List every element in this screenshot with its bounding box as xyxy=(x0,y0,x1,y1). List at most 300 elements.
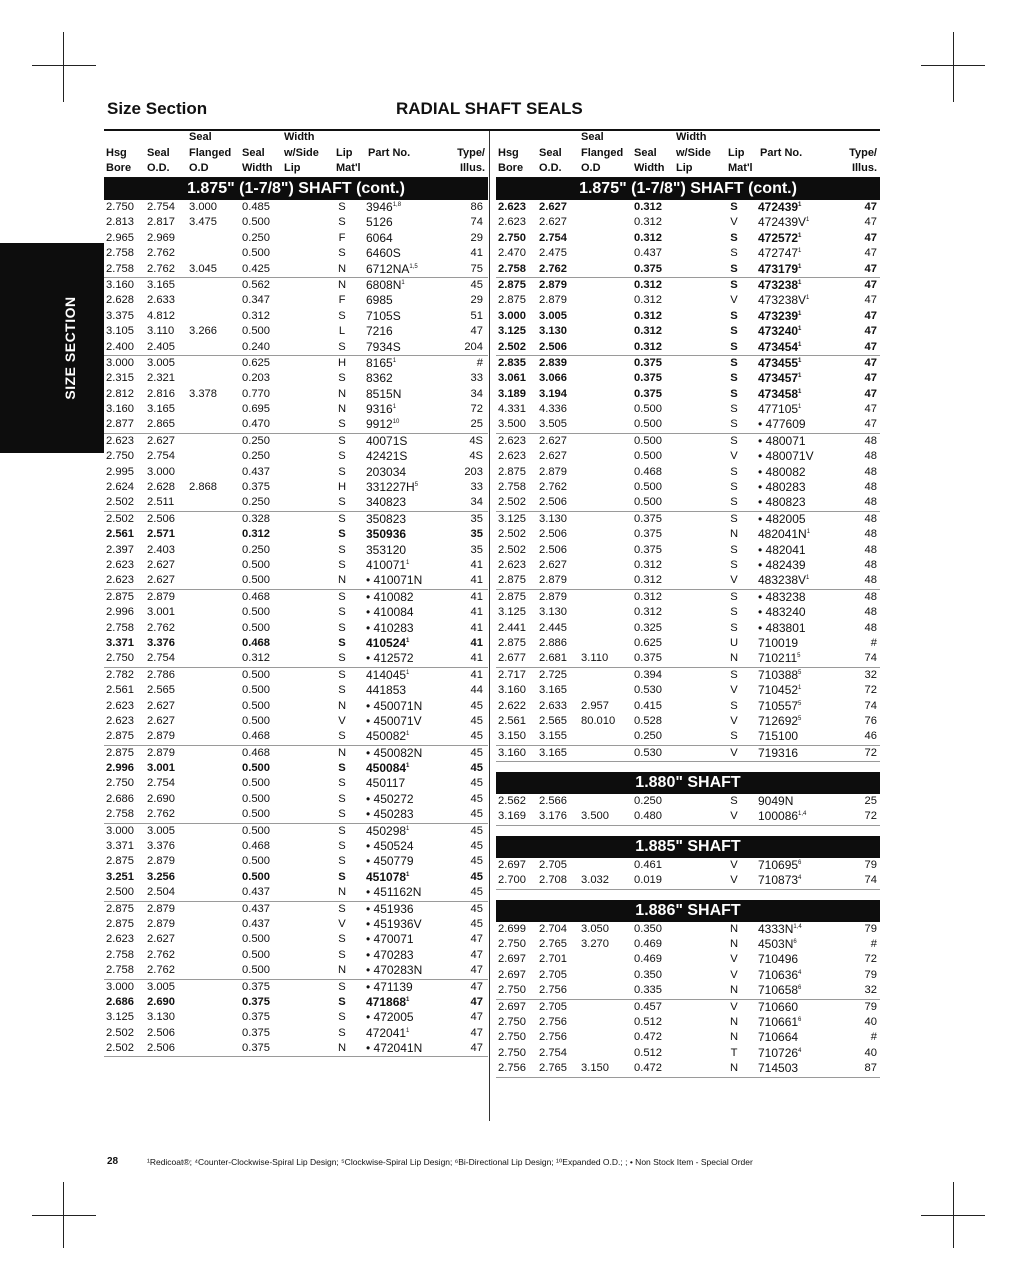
row-group xyxy=(496,746,880,762)
seal-od: 2.565 xyxy=(539,714,567,727)
hsg-bore: 2.502 xyxy=(498,543,526,556)
crop-mark xyxy=(953,32,954,102)
seal-od: 4.336 xyxy=(539,403,567,416)
part-number: • 450283 xyxy=(366,807,414,822)
seal-width: 0.500 xyxy=(242,325,270,338)
table-row xyxy=(104,839,488,854)
part-number: 472041$^1$ xyxy=(366,1025,410,1040)
type-illus: 47 xyxy=(864,216,877,229)
type-illus: 46 xyxy=(864,730,877,743)
hsg-bore: 3.371 xyxy=(106,840,134,853)
part-number: • 470071 xyxy=(366,932,414,947)
lip-material: N xyxy=(337,886,347,899)
type-illus: 45 xyxy=(470,730,483,743)
seal-od: 2.506 xyxy=(147,1026,175,1039)
seal-width: 0.500 xyxy=(242,762,270,775)
part-number: • 410071N xyxy=(366,573,423,588)
hsg-bore: 2.875 xyxy=(106,590,134,603)
table-row xyxy=(496,402,880,417)
type-illus: # xyxy=(870,636,877,649)
footnote-ref: 4 xyxy=(798,1047,802,1054)
table-row xyxy=(104,636,488,651)
hsg-bore: 2.624 xyxy=(106,481,134,494)
type-illus: 40 xyxy=(864,1015,877,1028)
table-row xyxy=(496,278,880,293)
part-number: $6808N^1$ xyxy=(366,277,405,292)
seal-width: 0.312 xyxy=(634,574,662,587)
hsg-bore: 2.623 xyxy=(106,558,134,571)
seal-width: 0.437 xyxy=(242,886,270,899)
type-illus: 47 xyxy=(864,278,877,291)
seal-width: 0.469 xyxy=(634,938,662,951)
column-header: O.D xyxy=(189,162,209,174)
seal-od: 2.690 xyxy=(147,995,175,1008)
seal-od: 2.627 xyxy=(539,434,567,447)
part-number: • 410082 xyxy=(366,589,414,604)
column-header: Type/ xyxy=(457,146,485,159)
seal-width: 0.500 xyxy=(242,824,270,837)
table-row xyxy=(104,699,488,714)
hsg-bore: 3.061 xyxy=(498,372,526,385)
type-illus: 72 xyxy=(470,403,483,416)
lip-material: N xyxy=(729,1015,739,1028)
type-illus: 41 xyxy=(470,636,483,649)
row-group xyxy=(104,824,488,902)
column-header: Width xyxy=(284,131,315,143)
hsg-bore: 2.750 xyxy=(498,938,526,951)
column-header: Flanged xyxy=(189,146,232,159)
footnote-ref: 1 xyxy=(406,1027,410,1034)
footnote-ref: 5 xyxy=(414,482,419,489)
seal-width: 0.468 xyxy=(242,746,270,759)
type-illus: 47 xyxy=(864,325,877,338)
seal-od: 2.762 xyxy=(147,247,175,260)
part-number: • 470283N xyxy=(366,963,423,978)
hsg-bore: 2.875 xyxy=(106,855,134,868)
seal-width: 0.500 xyxy=(242,216,270,229)
type-illus: 47 xyxy=(470,948,483,961)
type-illus: 45 xyxy=(470,917,483,930)
lip-material: N xyxy=(729,922,739,935)
part-number: 100086$^{1,4}$ xyxy=(758,809,807,824)
type-illus: 47 xyxy=(470,995,483,1008)
column-header: Part No. xyxy=(368,146,411,159)
table-row xyxy=(496,573,880,588)
lip-material: S xyxy=(730,512,738,525)
part-number: 715100 xyxy=(758,729,799,744)
row-group xyxy=(496,590,880,668)
right-column xyxy=(496,130,880,1078)
lip-material: V xyxy=(730,810,738,823)
seal-width: 0.500 xyxy=(634,496,662,509)
seal-width: 0.437 xyxy=(242,902,270,915)
part-number: • 480071V xyxy=(758,449,814,464)
seal-width: 0.312 xyxy=(634,201,662,213)
table-row xyxy=(496,231,880,246)
type-illus: 34 xyxy=(470,387,483,400)
seal-width: 0.250 xyxy=(634,730,662,743)
seal-od: 2.879 xyxy=(147,730,175,743)
type-illus: 45 xyxy=(470,746,483,759)
seal-od: 2.708 xyxy=(539,874,567,887)
column-header: Seal xyxy=(581,131,604,143)
part-number: • 450272 xyxy=(366,791,414,806)
seal-od: 3.000 xyxy=(147,465,175,478)
table-row xyxy=(104,870,488,885)
seal-od: 2.879 xyxy=(147,902,175,915)
part-number: 8165$^1$ xyxy=(366,355,397,370)
type-illus: 72 xyxy=(864,810,877,823)
lip-material: N xyxy=(337,699,347,712)
seal-width: 0.530 xyxy=(634,684,662,697)
hsg-bore: 3.125 xyxy=(498,512,526,525)
seal-od: 2.506 xyxy=(147,1042,175,1055)
seal-width: 0.500 xyxy=(242,247,270,260)
type-illus: 48 xyxy=(864,543,877,556)
footnote-ref: 1 xyxy=(406,637,410,644)
part-number: 710452$^1$ xyxy=(758,683,802,698)
lip-material: V xyxy=(730,684,738,697)
type-illus: 48 xyxy=(864,528,877,541)
type-illus: 41 xyxy=(470,574,483,587)
hsg-bore: 2.835 xyxy=(498,356,526,369)
seal-od: 2.754 xyxy=(147,201,175,213)
hsg-bore: 2.623 xyxy=(106,574,134,587)
table-header xyxy=(104,130,488,178)
type-illus: 51 xyxy=(470,309,483,322)
lip-material: S xyxy=(730,340,738,353)
part-number: 410071$^1$ xyxy=(366,557,410,572)
table-row xyxy=(104,651,488,666)
part-number: • 482041 xyxy=(758,542,806,557)
lip-material: S xyxy=(338,201,346,213)
seal-od: 2.762 xyxy=(147,964,175,977)
seal-od: 2.627 xyxy=(539,450,567,463)
lip-material: N xyxy=(729,1031,739,1044)
table-row xyxy=(104,387,488,402)
lip-material: S xyxy=(338,1026,346,1039)
seal-od: 2.754 xyxy=(539,1046,567,1059)
seal-width: 0.500 xyxy=(242,870,270,883)
seal-width: 0.485 xyxy=(242,201,270,213)
type-illus: 35 xyxy=(470,543,483,556)
flanged-od: 3.110 xyxy=(581,652,609,665)
lip-material: S xyxy=(338,543,346,556)
hsg-bore: 2.875 xyxy=(498,636,526,649)
part-number: • 482439 xyxy=(758,557,806,572)
footnote-ref: 1 xyxy=(798,310,802,317)
seal-od: 2.762 xyxy=(147,262,175,275)
seal-od: 2.627 xyxy=(147,933,175,946)
type-illus: 45 xyxy=(470,886,483,899)
table-row xyxy=(104,278,488,293)
part-number: 710873$^4$ xyxy=(758,873,802,888)
seal-od: 2.762 xyxy=(539,262,567,275)
hsg-bore: 2.697 xyxy=(498,858,526,871)
type-illus: 29 xyxy=(470,231,483,244)
lip-material: N xyxy=(729,652,739,665)
type-illus: 32 xyxy=(864,668,877,681)
hsg-bore: 3.150 xyxy=(498,730,526,743)
table-row xyxy=(496,873,880,888)
hsg-bore: 2.875 xyxy=(498,294,526,307)
column-header: w/Side xyxy=(284,146,319,159)
seal-width: 0.528 xyxy=(634,714,662,727)
hsg-bore: 2.782 xyxy=(106,668,134,681)
type-illus: 76 xyxy=(864,714,877,727)
part-number: $482041N^1$ xyxy=(758,527,811,542)
seal-od: 2.879 xyxy=(147,855,175,868)
table-row xyxy=(496,1030,880,1045)
column-header: Illus. xyxy=(459,162,485,174)
table-row xyxy=(104,1026,488,1041)
hsg-bore: 2.758 xyxy=(106,808,134,821)
footnote-ref: 1 xyxy=(798,685,802,692)
seal-width: 0.500 xyxy=(242,855,270,868)
footnote-ref: 1 xyxy=(798,404,802,411)
type-illus: 72 xyxy=(864,746,877,759)
part-number: 3946$^{1,8}$ xyxy=(366,200,402,214)
hsg-bore: 2.502 xyxy=(106,1042,134,1055)
seal-width: 0.625 xyxy=(242,356,270,369)
seal-od: 2.816 xyxy=(147,387,175,400)
lip-material: V xyxy=(730,953,738,966)
hsg-bore: 2.750 xyxy=(498,231,526,244)
seal-width: 0.312 xyxy=(634,340,662,353)
seal-width: 0.461 xyxy=(634,858,662,871)
lip-material: V xyxy=(730,858,738,871)
seal-width: 0.350 xyxy=(634,968,662,981)
seal-width: 0.512 xyxy=(634,1046,662,1059)
part-number: • 451936 xyxy=(366,901,414,916)
type-illus: 40 xyxy=(864,1046,877,1059)
seal-width: 0.500 xyxy=(242,933,270,946)
lip-material: S xyxy=(730,387,738,400)
seal-od: 2.762 xyxy=(539,481,567,494)
type-illus: 47 xyxy=(470,1011,483,1024)
seal-od: 3.165 xyxy=(147,403,175,416)
hsg-bore: 2.500 xyxy=(106,886,134,899)
seal-od: 2.627 xyxy=(147,558,175,571)
seal-od: 2.701 xyxy=(539,953,567,966)
seal-width: 0.500 xyxy=(242,668,270,681)
table-row xyxy=(496,543,880,558)
column-header: Part No. xyxy=(760,146,803,159)
lip-material: S xyxy=(730,434,738,447)
lip-material: S xyxy=(338,340,346,353)
hsg-bore: 3.125 xyxy=(498,606,526,619)
type-illus: 47 xyxy=(864,403,877,416)
seal-od: 4.812 xyxy=(147,309,175,322)
column-header: Lip xyxy=(336,146,353,159)
shaft-size-band: 1.875" (1-7/8") SHAFT (cont.) xyxy=(104,178,488,200)
table-row xyxy=(496,371,880,386)
type-illus: 48 xyxy=(864,574,877,587)
type-illus: 41 xyxy=(470,668,483,681)
seal-od: 3.165 xyxy=(539,746,567,759)
part-number: 9912$^{10}$ xyxy=(366,417,400,432)
column-header: Flanged xyxy=(581,146,624,159)
part-number: 410524$^1$ xyxy=(366,635,410,650)
type-illus: 45 xyxy=(470,824,483,837)
lip-material: V xyxy=(338,714,346,727)
row-group xyxy=(104,200,488,278)
hsg-bore: 2.502 xyxy=(498,496,526,509)
hsg-bore: 2.502 xyxy=(106,1026,134,1039)
seal-od: 3.110 xyxy=(147,325,175,338)
lip-material: V xyxy=(730,714,738,727)
hsg-bore: 2.502 xyxy=(498,528,526,541)
type-illus: 47 xyxy=(864,247,877,260)
row-group xyxy=(104,512,488,590)
part-number: 710695$^6$ xyxy=(758,857,802,872)
hsg-bore: 2.877 xyxy=(106,418,134,431)
lip-material: N xyxy=(729,938,739,951)
seal-width: 0.240 xyxy=(242,340,270,353)
lip-material: S xyxy=(338,824,346,837)
table-row xyxy=(496,449,880,464)
type-illus: 48 xyxy=(864,465,877,478)
seal-od: 3.130 xyxy=(147,1011,175,1024)
hsg-bore: 2.996 xyxy=(106,606,134,619)
part-number: 9316$^1$ xyxy=(366,402,397,417)
part-number: • 450071N xyxy=(366,698,423,713)
table-row xyxy=(496,858,880,873)
hsg-bore: 2.697 xyxy=(498,953,526,966)
seal-width: 0.312 xyxy=(634,590,662,603)
row-group xyxy=(496,512,880,590)
seal-od: 2.756 xyxy=(539,1031,567,1044)
hsg-bore: 2.875 xyxy=(106,746,134,759)
type-illus: 47 xyxy=(864,340,877,353)
row-group xyxy=(104,746,488,824)
seal-od: 3.005 xyxy=(147,980,175,993)
table-row xyxy=(496,1046,880,1061)
part-number: 472572$^1$ xyxy=(758,230,802,245)
part-number: • 412572 xyxy=(366,651,414,666)
part-number: 712692$^5$ xyxy=(758,713,802,728)
hsg-bore: 2.397 xyxy=(106,543,134,556)
seal-od: 2.879 xyxy=(147,590,175,603)
seal-width: 0.312 xyxy=(634,309,662,322)
type-illus: 35 xyxy=(470,528,483,541)
table-row xyxy=(104,465,488,480)
lip-material: S xyxy=(338,465,346,478)
table-row xyxy=(496,729,880,744)
table-row xyxy=(104,917,488,932)
type-illus: 45 xyxy=(470,870,483,883)
part-number: • 451936V xyxy=(366,916,422,931)
hsg-bore: 2.561 xyxy=(498,714,526,727)
type-illus: 79 xyxy=(864,968,877,981)
footnote: ¹Redicoat®; ⁴Counter-Clockwise-Spiral Lip Design; ⁵Clockwise-Spiral Lip Design; ⁶Bi-Directional Lip Design; ¹⁰Expanded O.D.; ; • Non Stock Item - Special Order xyxy=(147,1157,753,1167)
type-illus: # xyxy=(476,356,483,369)
seal-width: 0.472 xyxy=(634,1062,662,1075)
hsg-bore: 2.758 xyxy=(498,481,526,494)
hsg-bore: 3.000 xyxy=(498,309,526,322)
hsg-bore: 3.160 xyxy=(106,278,134,291)
type-illus: 47 xyxy=(470,1042,483,1055)
seal-od: 2.705 xyxy=(539,968,567,981)
table-row xyxy=(496,417,880,432)
type-illus: 47 xyxy=(864,356,877,369)
seal-od: 2.865 xyxy=(147,418,175,431)
seal-width: 0.312 xyxy=(242,309,270,322)
hsg-bore: 2.623 xyxy=(106,434,134,447)
seal-od: 2.633 xyxy=(147,294,175,307)
type-illus: 48 xyxy=(864,450,877,463)
lip-material: H xyxy=(337,481,347,494)
footnote-ref: 1 xyxy=(798,248,802,255)
seal-width: 0.312 xyxy=(634,558,662,571)
footnote-ref: 6 xyxy=(798,1016,802,1023)
footnote-ref: 1 xyxy=(406,871,410,878)
part-number: • 471139 xyxy=(366,979,413,994)
table-row xyxy=(104,729,488,744)
hsg-bore: 3.105 xyxy=(106,325,134,338)
seal-od: 2.817 xyxy=(147,216,175,229)
seal-width: 0.375 xyxy=(634,372,662,385)
table-row xyxy=(104,714,488,729)
footnote-ref: 1 xyxy=(392,357,397,364)
table-row xyxy=(104,792,488,807)
lip-material: S xyxy=(338,558,346,571)
seal-od: 2.762 xyxy=(147,808,175,821)
flanged-od: 3.500 xyxy=(581,810,609,823)
seal-width: 0.437 xyxy=(242,465,270,478)
lip-material: S xyxy=(338,621,346,634)
lip-material: S xyxy=(730,403,738,416)
seal-width: 0.375 xyxy=(634,652,662,665)
table-row xyxy=(496,558,880,573)
table-row xyxy=(496,480,880,495)
lip-material: S xyxy=(338,730,346,743)
lip-material: S xyxy=(730,606,738,619)
part-number: $473238V^1$ xyxy=(758,293,810,308)
table-row xyxy=(496,794,880,809)
lip-material: S xyxy=(730,309,738,322)
type-illus: 47 xyxy=(864,387,877,400)
type-illus: 4S xyxy=(469,450,483,463)
type-illus: 48 xyxy=(864,558,877,571)
lip-material: N xyxy=(337,746,347,759)
table-row xyxy=(496,340,880,355)
hsg-bore: 3.000 xyxy=(106,356,134,369)
table-row xyxy=(104,590,488,605)
part-number: • 450779 xyxy=(366,854,414,869)
part-number: 710211$^5$ xyxy=(758,651,801,666)
footnote-ref: 1 xyxy=(798,357,802,364)
seal-od: 2.969 xyxy=(147,231,175,244)
seal-od: 2.765 xyxy=(539,1062,567,1075)
hsg-bore: 2.812 xyxy=(106,387,134,400)
footnote-ref: 1 xyxy=(798,279,802,286)
seal-width: 0.375 xyxy=(242,1042,270,1055)
seal-width: 0.500 xyxy=(242,684,270,697)
part-number: 472747$^1$ xyxy=(758,246,802,261)
footnote-ref: 1 xyxy=(806,529,811,536)
part-number: • 472005 xyxy=(366,1010,414,1025)
hsg-bore: 2.686 xyxy=(106,792,134,805)
hsg-bore: 2.758 xyxy=(106,964,134,977)
table-row xyxy=(496,495,880,510)
part-number: • 470283 xyxy=(366,947,414,962)
row-group xyxy=(104,902,488,980)
seal-width: 0.500 xyxy=(634,403,662,416)
table-row xyxy=(104,824,488,839)
part-number: 473454$^1$ xyxy=(758,339,802,354)
column-header: Bore xyxy=(498,162,524,174)
